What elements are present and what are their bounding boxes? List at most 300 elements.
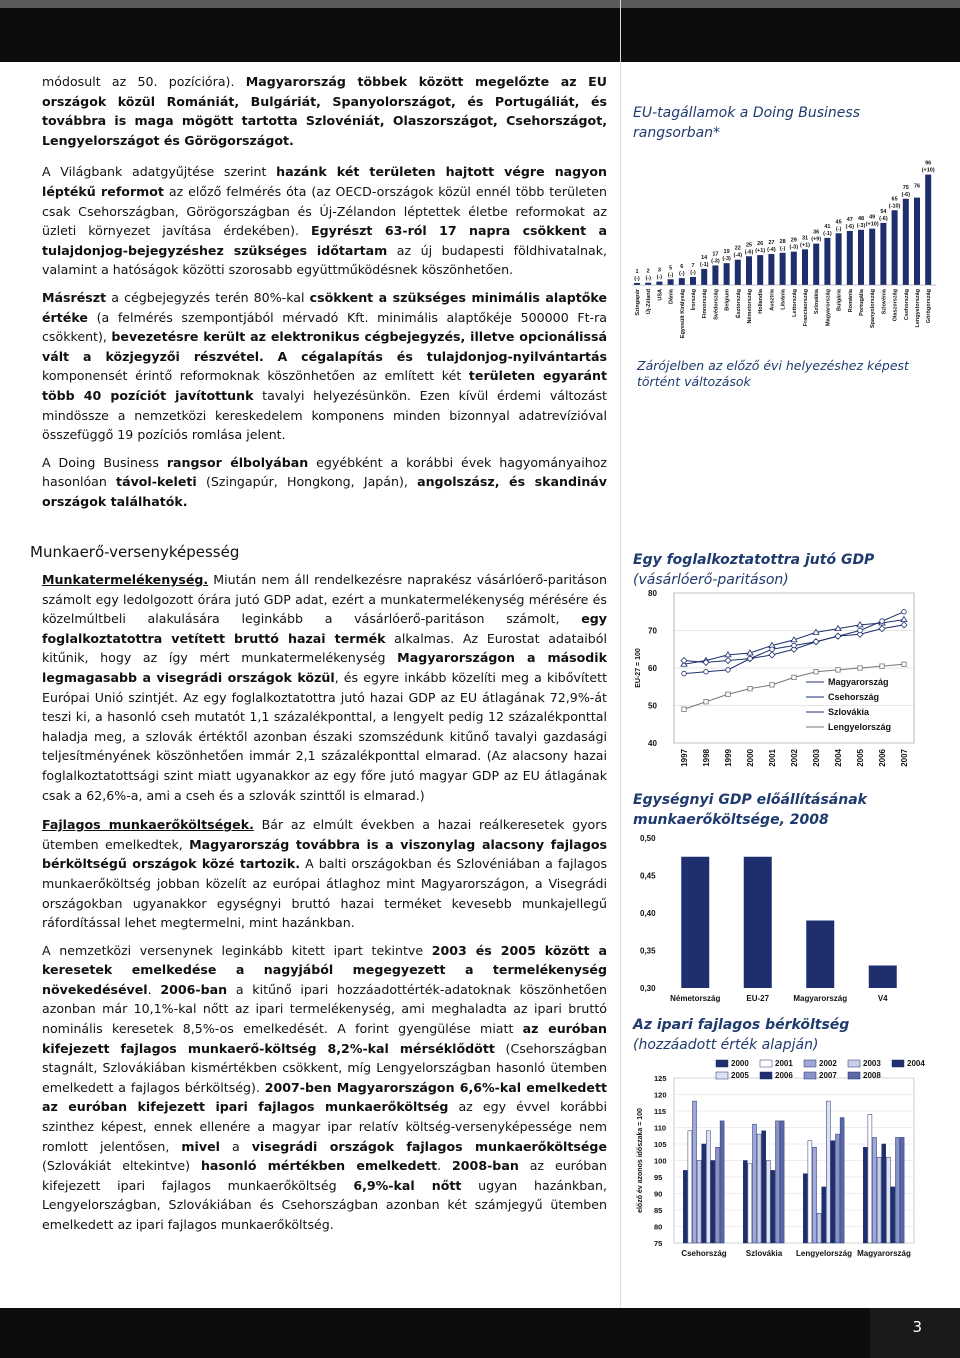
bar-Magyarország-2007 <box>896 1137 900 1243</box>
category-label: Ausztria <box>769 289 776 311</box>
point <box>836 668 840 672</box>
bar-Csehország-2002 <box>693 1101 697 1243</box>
y-tick-label: 60 <box>648 664 657 673</box>
bold-text: mivel <box>181 1138 220 1154</box>
x-tick-label: 2000 <box>746 749 755 767</box>
category-label: Spanyolország <box>870 289 877 329</box>
point <box>901 622 907 628</box>
bar-Magyarország-2000 <box>863 1147 867 1243</box>
bold-text: bevezetésre került az elektronikus cégbejegyzés, illetve opcionálissá vált a közjegyzői részvétel. <box>42 329 607 364</box>
legend-swatch <box>848 1060 860 1067</box>
bar-Szlovákia-2007 <box>776 1121 780 1243</box>
chart-doing-business <box>626 155 946 345</box>
category-label: Szlovákia <box>745 1249 783 1258</box>
rank-label: 22 <box>734 245 741 252</box>
underlined-heading: Munkatermelékenység. <box>42 572 209 587</box>
bar-Litvánia <box>780 253 786 285</box>
change-label: (+10) <box>921 167 935 174</box>
chart3-title <box>633 790 933 830</box>
change-label: (-) <box>656 274 663 281</box>
change-label: (-) <box>645 275 651 282</box>
category-label: Németország <box>670 994 721 1003</box>
category-label: Lengyelország <box>915 289 921 328</box>
legend-label: Magyarország <box>828 677 889 687</box>
text: ugyan hazánkban, Lengyelországban, Szlovákiában és Csehországban azonban két számjegyű ütemben emelkedett az ipari fajlagos munkaerőköltség. <box>42 1177 607 1232</box>
point <box>704 669 709 674</box>
bar-Belgium <box>724 263 730 285</box>
bar-Magyarország-2003 <box>877 1157 881 1243</box>
bar-Észtország <box>735 260 741 285</box>
bar-Németország <box>746 256 752 285</box>
rank-label: 19 <box>723 249 730 256</box>
bar-Finnország <box>701 269 707 285</box>
text: A balti országokban és Szlovéniában a fajlagos munkaerőköltség jobban közelít az európai átlaghoz mint Magyarországon, a Visegrádi országokban ugyanakkor egységnyi bruttó hazai terméket kevesebb munkajellegű ráfordítással lehet megtermelni, mint hazánkban. <box>42 856 608 931</box>
y-tick-label: 75 <box>654 1239 663 1248</box>
change-label: (-6) <box>879 215 888 222</box>
legend-label: 2003 <box>863 1059 881 1068</box>
bold-text: Magyarországon a második legmagasabb a visegrádi országok közül <box>42 650 607 685</box>
bold-text: angolszász, és skandináv országok találhatók. <box>42 474 607 509</box>
rank-label: 6 <box>680 264 684 271</box>
bar-V4 <box>869 966 897 989</box>
bar-Lengyelország-2007 <box>836 1134 840 1243</box>
x-tick-label: 2003 <box>812 749 821 767</box>
bold-text: az euróban kifejezett fajlagos munkaerő-költség 8,2%-kal mérséklődött <box>42 1021 607 1056</box>
rank-label: 26 <box>757 241 764 248</box>
change-label: (+9) <box>811 236 822 243</box>
bold-text: 2008-ban <box>452 1158 519 1174</box>
chart2-title-text: Egy foglalkoztatottra jutó GDP <box>633 552 875 568</box>
legend-label: 2008 <box>863 1071 881 1080</box>
bar-Csehország-2001 <box>688 1131 692 1243</box>
rank-label: 2 <box>646 268 650 275</box>
underlined-heading: Fajlagos munkaerőköltségek. <box>42 817 254 833</box>
bold-text: Másrészt <box>42 289 107 305</box>
bar-Szlovákia-2003 <box>757 1134 761 1243</box>
header-bar <box>0 0 960 62</box>
point <box>792 643 797 648</box>
point <box>769 652 775 658</box>
point <box>770 683 774 687</box>
rank-label: 96 <box>925 160 932 167</box>
bold-text: 2006-ban <box>160 981 228 997</box>
bar-Szlovénia <box>880 223 886 285</box>
bar-Lengyelország-2000 <box>803 1174 807 1243</box>
point <box>836 634 841 639</box>
bar-Szlovákia-2008 <box>780 1121 784 1243</box>
bold-text: rangsor élbolyában <box>166 454 309 470</box>
y-tick-label: 125 <box>654 1074 667 1083</box>
category-label: Görögország <box>926 289 933 324</box>
bar-Szlovákia-2006 <box>771 1170 775 1243</box>
change-label: (-) <box>779 245 786 252</box>
text: (Szingapúr, Hongkong, Japán), <box>196 474 418 490</box>
chart-unit-labour-cost <box>626 828 926 1013</box>
y-tick-label: 115 <box>654 1107 667 1116</box>
bar-Svédország <box>712 265 718 285</box>
text: (a felmérés szempontjából mérvadó Kft. minimális alaptőkéje 500000 Ft-ra csökkent), <box>42 309 607 345</box>
category-label: Egyesült Királyság <box>679 289 686 339</box>
text: A Doing Business <box>42 454 167 470</box>
rank-label: 28 <box>779 238 786 245</box>
bar-Spanyolország <box>869 229 875 285</box>
bar-Magyarország-2002 <box>873 1137 877 1243</box>
bar-Szlovákia-2004 <box>762 1131 766 1243</box>
paragraph-1 <box>42 72 607 150</box>
bar-Bulgária <box>836 233 842 285</box>
text-column-bottom <box>42 570 607 1243</box>
legend-label: Csehország <box>828 692 880 702</box>
y-tick-label: 110 <box>654 1123 667 1133</box>
section-title: Munkaerő-versenyképesség <box>30 543 240 561</box>
bar-EU-27 <box>744 857 772 988</box>
text: tavalyi helyezésünkön. Ezen kívül érdemi változást mindössze a nemzetközi kereskedelem komponens minden bizonnyal adatrevízióval összefüggő 19 pozíciós romlása jelent. <box>42 387 607 443</box>
point <box>682 707 686 711</box>
category-label: EU-27 <box>746 994 770 1003</box>
chart-gdp-per-employee <box>626 588 926 778</box>
rank-label: 25 <box>745 242 753 249</box>
change-label: (-) <box>835 226 842 233</box>
paragraph-5 <box>42 570 607 805</box>
y-tick-label: 105 <box>654 1140 667 1149</box>
legend-label: 2006 <box>775 1071 793 1080</box>
y-tick-label: 100 <box>654 1156 667 1166</box>
paragraph-2 <box>42 162 607 280</box>
bold-text: Magyarország többek között megelőzte az EU országok közül Romániát, Bulgáriát, Spanyolországot, és Portugáliát, és továbbra is maga mögött tartotta Szlovéniát, Olaszországot, Csehországot, Lengyelországot és Görögországot. <box>42 74 607 148</box>
y-tick-label: 0,35 <box>640 946 656 956</box>
text: (Csehországban stagnált, Szlovákiában kismértékben csökkent, míg Lengyelországban hasonló ütemben emelkedett a fajlagos bérköltség). <box>42 1040 607 1095</box>
bar-Görögország <box>925 175 931 285</box>
x-tick-label: 1999 <box>724 749 733 767</box>
y-tick-label: 50 <box>648 701 657 711</box>
legend-swatch <box>716 1060 728 1067</box>
category-label: Szlovénia <box>881 289 888 315</box>
chart1-note: Zárójelben az előző évi helyezéshez képest történt változások <box>637 358 909 389</box>
point <box>748 686 752 690</box>
x-tick-label: 2006 <box>878 749 887 767</box>
rank-label: 27 <box>768 239 775 246</box>
rank-label: 5 <box>669 265 673 272</box>
category-label: Csehország <box>903 289 910 321</box>
change-label: (-6) <box>744 249 754 256</box>
bar-Magyarország-2004 <box>882 1144 886 1243</box>
category-label: Németország <box>747 289 753 324</box>
point <box>901 617 907 622</box>
point <box>725 658 731 664</box>
rank-label: 47 <box>846 216 853 223</box>
change-label: (-10) <box>888 203 901 210</box>
text: a kitűnő ipari hozzáadottérték-adatoknak köszönhetően azonban már 10,1%-kal nőtt az ipari termelékenység, ami meghaladta az ipari bruttó nominális keresetek 8,5%-os emelkedését. A forint gyengülése miatt <box>42 981 607 1037</box>
category-label: Franciaország <box>803 289 809 327</box>
chart2-title <box>633 550 874 590</box>
category-label: Bulgária <box>836 289 843 312</box>
bar-Szlovákia-2005 <box>766 1161 770 1244</box>
category-label: Portugália <box>859 289 865 316</box>
bold-text: 2007-ben Magyarországon 6,6%-kal emelkedett az euróban kifejezett ipari fajlagos munkaerőköltség <box>42 1079 607 1115</box>
rank-label: 54 <box>880 208 887 215</box>
bold-text: hasonló mértékben emelkedett <box>200 1158 438 1174</box>
series-line-Szlovákia <box>684 612 904 674</box>
point <box>726 692 730 696</box>
rank-label: 48 <box>857 215 865 222</box>
legend-swatch <box>848 1072 860 1079</box>
x-tick-label: 2002 <box>790 749 799 767</box>
text: a <box>219 1138 252 1154</box>
legend-label: Lengyelország <box>828 722 892 732</box>
legend-label: 2002 <box>819 1059 837 1068</box>
bar-Egyesült Királyság <box>679 278 685 285</box>
change-label: (+1) <box>800 242 810 249</box>
x-tick-label: 1997 <box>680 749 689 767</box>
change-label: (-4) <box>767 246 776 253</box>
legend-label: 2000 <box>731 1059 749 1068</box>
rank-label: 14 <box>701 254 708 261</box>
y-tick-label: 0,40 <box>640 909 656 918</box>
y-tick-label: 0,50 <box>640 834 656 843</box>
bar-Lengyelország-2003 <box>817 1213 821 1243</box>
bar-Magyarország-2001 <box>868 1114 872 1243</box>
legend-swatch <box>892 1060 904 1067</box>
header-edge <box>0 0 960 8</box>
text: komponensét érintő reformoknak köszönhetően az említett két <box>42 368 469 384</box>
point <box>682 671 687 676</box>
category-label: Lengyelország <box>795 1249 853 1258</box>
point <box>880 664 884 668</box>
point <box>814 639 819 644</box>
change-label: (-6) <box>845 223 855 230</box>
rank-label: 36 <box>813 229 820 236</box>
bar-Lengyelország-2005 <box>826 1101 830 1243</box>
bar-Németország <box>681 857 709 988</box>
change-label: (-) <box>690 269 696 276</box>
text: A nemzetközi versenynek leginkább kitett ipart tekintve <box>42 942 432 958</box>
bar-Lengyelország-2008 <box>840 1118 844 1243</box>
bold-text: hazánk két területen hajtott végre nagyon léptékű reformot <box>42 164 607 199</box>
y-axis-label: EU-27 = 100 <box>635 648 642 688</box>
paragraph-7 <box>42 941 607 1235</box>
bar-Dánia <box>668 279 674 285</box>
bar-Olaszország <box>892 210 898 285</box>
legend-label: 2001 <box>775 1059 793 1068</box>
bar-Lengyelország-2004 <box>822 1187 826 1243</box>
change-label: (-6) <box>901 191 911 198</box>
bar-Románia <box>847 231 853 285</box>
legend-swatch <box>716 1072 728 1079</box>
y-tick-label: 40 <box>648 739 657 748</box>
y-tick-label: 85 <box>654 1206 663 1215</box>
x-tick-label: 2005 <box>856 749 865 767</box>
rank-label: 29 <box>790 237 797 244</box>
rank-label: 7 <box>691 262 695 269</box>
point <box>681 658 687 664</box>
point <box>902 662 906 666</box>
y-tick-label: 80 <box>654 1222 663 1232</box>
change-label: (+10) <box>865 221 879 228</box>
legend-label: 2004 <box>907 1059 925 1068</box>
text: az euróban kifejezett ipari fajlagos munkaerőköltség <box>42 1158 607 1193</box>
bar-Magyarország-2008 <box>900 1137 904 1243</box>
bold-text: Egyrészt 63-ról 17 napra csökkent a tulajdonjog-bejegyzéshez szükséges időtartam <box>42 223 607 258</box>
bar-Csehország-2008 <box>720 1121 724 1243</box>
rank-label: 45 <box>835 219 842 226</box>
legend-label: Szlovákia <box>828 707 870 717</box>
bar-Csehország-2006 <box>711 1161 715 1244</box>
bar-Magyarország-2005 <box>886 1157 890 1243</box>
point <box>858 666 862 670</box>
bar-Lengyelország-2002 <box>813 1147 817 1243</box>
bar-Szlovákia <box>813 244 819 285</box>
bar-Írország <box>690 277 696 285</box>
bar-Magyarország-2006 <box>891 1187 895 1243</box>
point <box>770 647 775 652</box>
y-tick-label: 80 <box>648 589 657 598</box>
rank-label: 76 <box>913 183 921 190</box>
legend-label: 2005 <box>731 1071 749 1080</box>
point <box>858 628 863 633</box>
text-column-top <box>42 72 607 519</box>
change-label: (-1) <box>823 230 832 237</box>
change-label: (-3) <box>711 258 720 265</box>
category-label: Litvánia <box>780 289 787 310</box>
change-label: (-) <box>679 271 685 278</box>
bold-text: területen egyaránt több 40 pozíciót javítottunk <box>42 368 608 403</box>
legend-label: 2007 <box>819 1071 837 1080</box>
bar-Lengyelország <box>914 198 920 285</box>
bar-Csehország-2000 <box>683 1170 687 1243</box>
text: Miután nem áll rendelkezésre naprakész vásárlóerő-paritáson számolt egy ledolgozott órára jutó GDP adat, ezért a munkatermelékenység mérésére és közelmúltbeli alakulására leginkább a vásárlóerő-paritáson számolt, <box>42 572 607 627</box>
bar-Szlovákia-2001 <box>748 1164 752 1243</box>
column-divider <box>620 0 621 1308</box>
text: Bár az elmúlt években a hazai reálkeresetek gyors ütemben emelkedtek, <box>42 817 607 852</box>
legend-swatch <box>804 1060 816 1067</box>
bold-text: 6,9%-kal nőtt <box>353 1177 462 1193</box>
y-tick-label: 120 <box>654 1090 667 1100</box>
text: . <box>147 981 161 997</box>
y-tick-label: 90 <box>654 1189 663 1199</box>
bar-Szlovákia-2002 <box>753 1124 757 1243</box>
y-tick-label: 0,45 <box>640 871 656 881</box>
page-number: 3 <box>912 1318 922 1336</box>
change-label: (-3) <box>722 256 731 263</box>
category-label: Belgium <box>724 289 731 311</box>
x-tick-label: 2001 <box>768 749 777 767</box>
legend-swatch <box>760 1072 772 1079</box>
category-label: Új-Zéland <box>646 289 653 315</box>
bar-Hollandia <box>757 255 763 285</box>
chart2-subtitle: (vásárlóerő-paritáson) <box>633 572 789 588</box>
bar-Új-Zéland <box>645 283 651 285</box>
category-label: Dánia <box>668 289 675 304</box>
change-label: (-1) <box>699 261 709 268</box>
text: . <box>437 1158 453 1174</box>
bar-Csehország-2003 <box>697 1161 701 1244</box>
bar-Csehország-2004 <box>702 1144 706 1243</box>
bold-text: visegrádi országok fajlagos munkaerőköltsége <box>251 1138 607 1154</box>
change-label: (-4) <box>733 252 743 259</box>
category-label: Csehország <box>681 1249 727 1258</box>
x-tick-label: 2004 <box>834 749 843 767</box>
bar-Lengyelország-2001 <box>808 1141 812 1243</box>
y-axis-label: előző év azonos időszaka = 100 <box>637 1108 644 1213</box>
footer-bar <box>0 1308 960 1358</box>
category-label: Hollandia <box>758 289 765 314</box>
point <box>880 619 885 624</box>
category-label: Szingapúr <box>635 289 641 316</box>
chart-industrial-wage-cost <box>626 1058 926 1268</box>
bar-Csehország-2005 <box>706 1131 710 1243</box>
bar-USA <box>656 282 662 285</box>
bar-Magyarország <box>806 921 834 989</box>
bar-Franciaország <box>802 249 808 285</box>
text: (Szlovákiát eltekintve) <box>42 1158 201 1174</box>
bar-Szlovákia-2000 <box>743 1161 747 1244</box>
point <box>704 700 708 704</box>
text: egyébként a korábbi évek hagyományaihoz hasonlóan <box>42 454 607 490</box>
bold-text: csökkent a szükséges minimális alaptőke értéke <box>42 289 607 325</box>
point <box>748 656 753 661</box>
text: , és egyre inkább közelíti meg a kibővített Európai Unió szintjét. Az egy foglalkoztatottra jutó hazai GDP az EU átlagának 72,9%-át teszi ki, a hasonló cseh mutatót 1,1 százalékponttal, a lengyelt pedig 12 százalékponttal haladja meg, a szlovák értéktől azonban északi szomszédunk kitűnő tavalyi gazdasági teljesítményének köszönhetően immár 2,1 százalékponttal elmarad. (Az alacsony hazai foglalkoztatottsági szint miatt ugyanakkor az egy főre jutó magyar GDP az EU átlagának csak a 62,6%-a, ami a cseh és a szlovák szinttől is elmarad.) <box>42 669 608 803</box>
category-label: Magyarország <box>793 994 848 1003</box>
point <box>792 675 796 679</box>
category-label: V4 <box>877 994 888 1003</box>
change-label: (-3) <box>856 222 866 229</box>
rank-label: 3 <box>657 267 661 274</box>
text: módosult az 50. pozícióra). <box>42 74 246 89</box>
bold-text: távol-keleti <box>116 474 197 490</box>
category-label: Magyarország <box>857 1249 911 1258</box>
bold-text: Magyarország továbbra is a viszonylag alacsony fajlagos bérköltségű országok közé tartozik. <box>42 836 608 872</box>
paragraph-6 <box>42 815 607 933</box>
bar-Lettország <box>791 252 797 285</box>
y-tick-label: 70 <box>648 626 657 636</box>
paragraph-4 <box>42 453 607 512</box>
rank-label: 75 <box>902 184 909 191</box>
legend-swatch <box>804 1072 816 1079</box>
text: a cégbejegyzés terén 80%-kal <box>106 289 310 305</box>
bar-Magyarország <box>824 238 830 285</box>
category-label: Észtország <box>735 289 742 319</box>
chart4-subtitle: (hozzáadott érték alapján) <box>633 1037 819 1053</box>
change-label: (-3) <box>789 244 799 251</box>
bar-Portugália <box>858 230 864 285</box>
bold-text: egy foglalkoztatottra vetített bruttó hazai termék <box>42 611 607 646</box>
point <box>814 670 818 674</box>
rank-label: 1 <box>635 269 639 275</box>
category-label: Svédország <box>713 289 720 320</box>
bar-Csehország-2007 <box>716 1147 720 1243</box>
rank-label: 17 <box>712 251 719 258</box>
text: A Világbank adatgyűjtése szerint <box>42 164 277 180</box>
y-tick-label: 95 <box>654 1173 663 1182</box>
rank-label: 41 <box>824 223 831 230</box>
bar-Ausztria <box>768 254 774 285</box>
rank-label: 49 <box>869 214 876 221</box>
chart4-title <box>633 1015 849 1055</box>
category-label: Finnország <box>702 289 709 319</box>
rank-label: 31 <box>801 235 809 242</box>
category-label: USA <box>657 289 664 301</box>
chart1-title: EU-tagállamok a Doing Business rangsorban* <box>633 105 861 141</box>
category-label: Olaszország <box>892 289 899 322</box>
text: alkalmas. Az Eurostat adataiból kitűnik, hogy az így mért munkatermelékenység <box>42 630 607 666</box>
change-label: (+1) <box>755 248 766 255</box>
legend-swatch <box>760 1060 772 1067</box>
x-tick-label: 1998 <box>702 749 711 767</box>
bold-text: A cégalapítás és tulajdonjog-nyilvántartás <box>277 348 607 364</box>
y-tick-label: 0,30 <box>640 984 656 993</box>
change-label: (-) <box>634 276 640 282</box>
paragraph-3 <box>42 288 607 445</box>
